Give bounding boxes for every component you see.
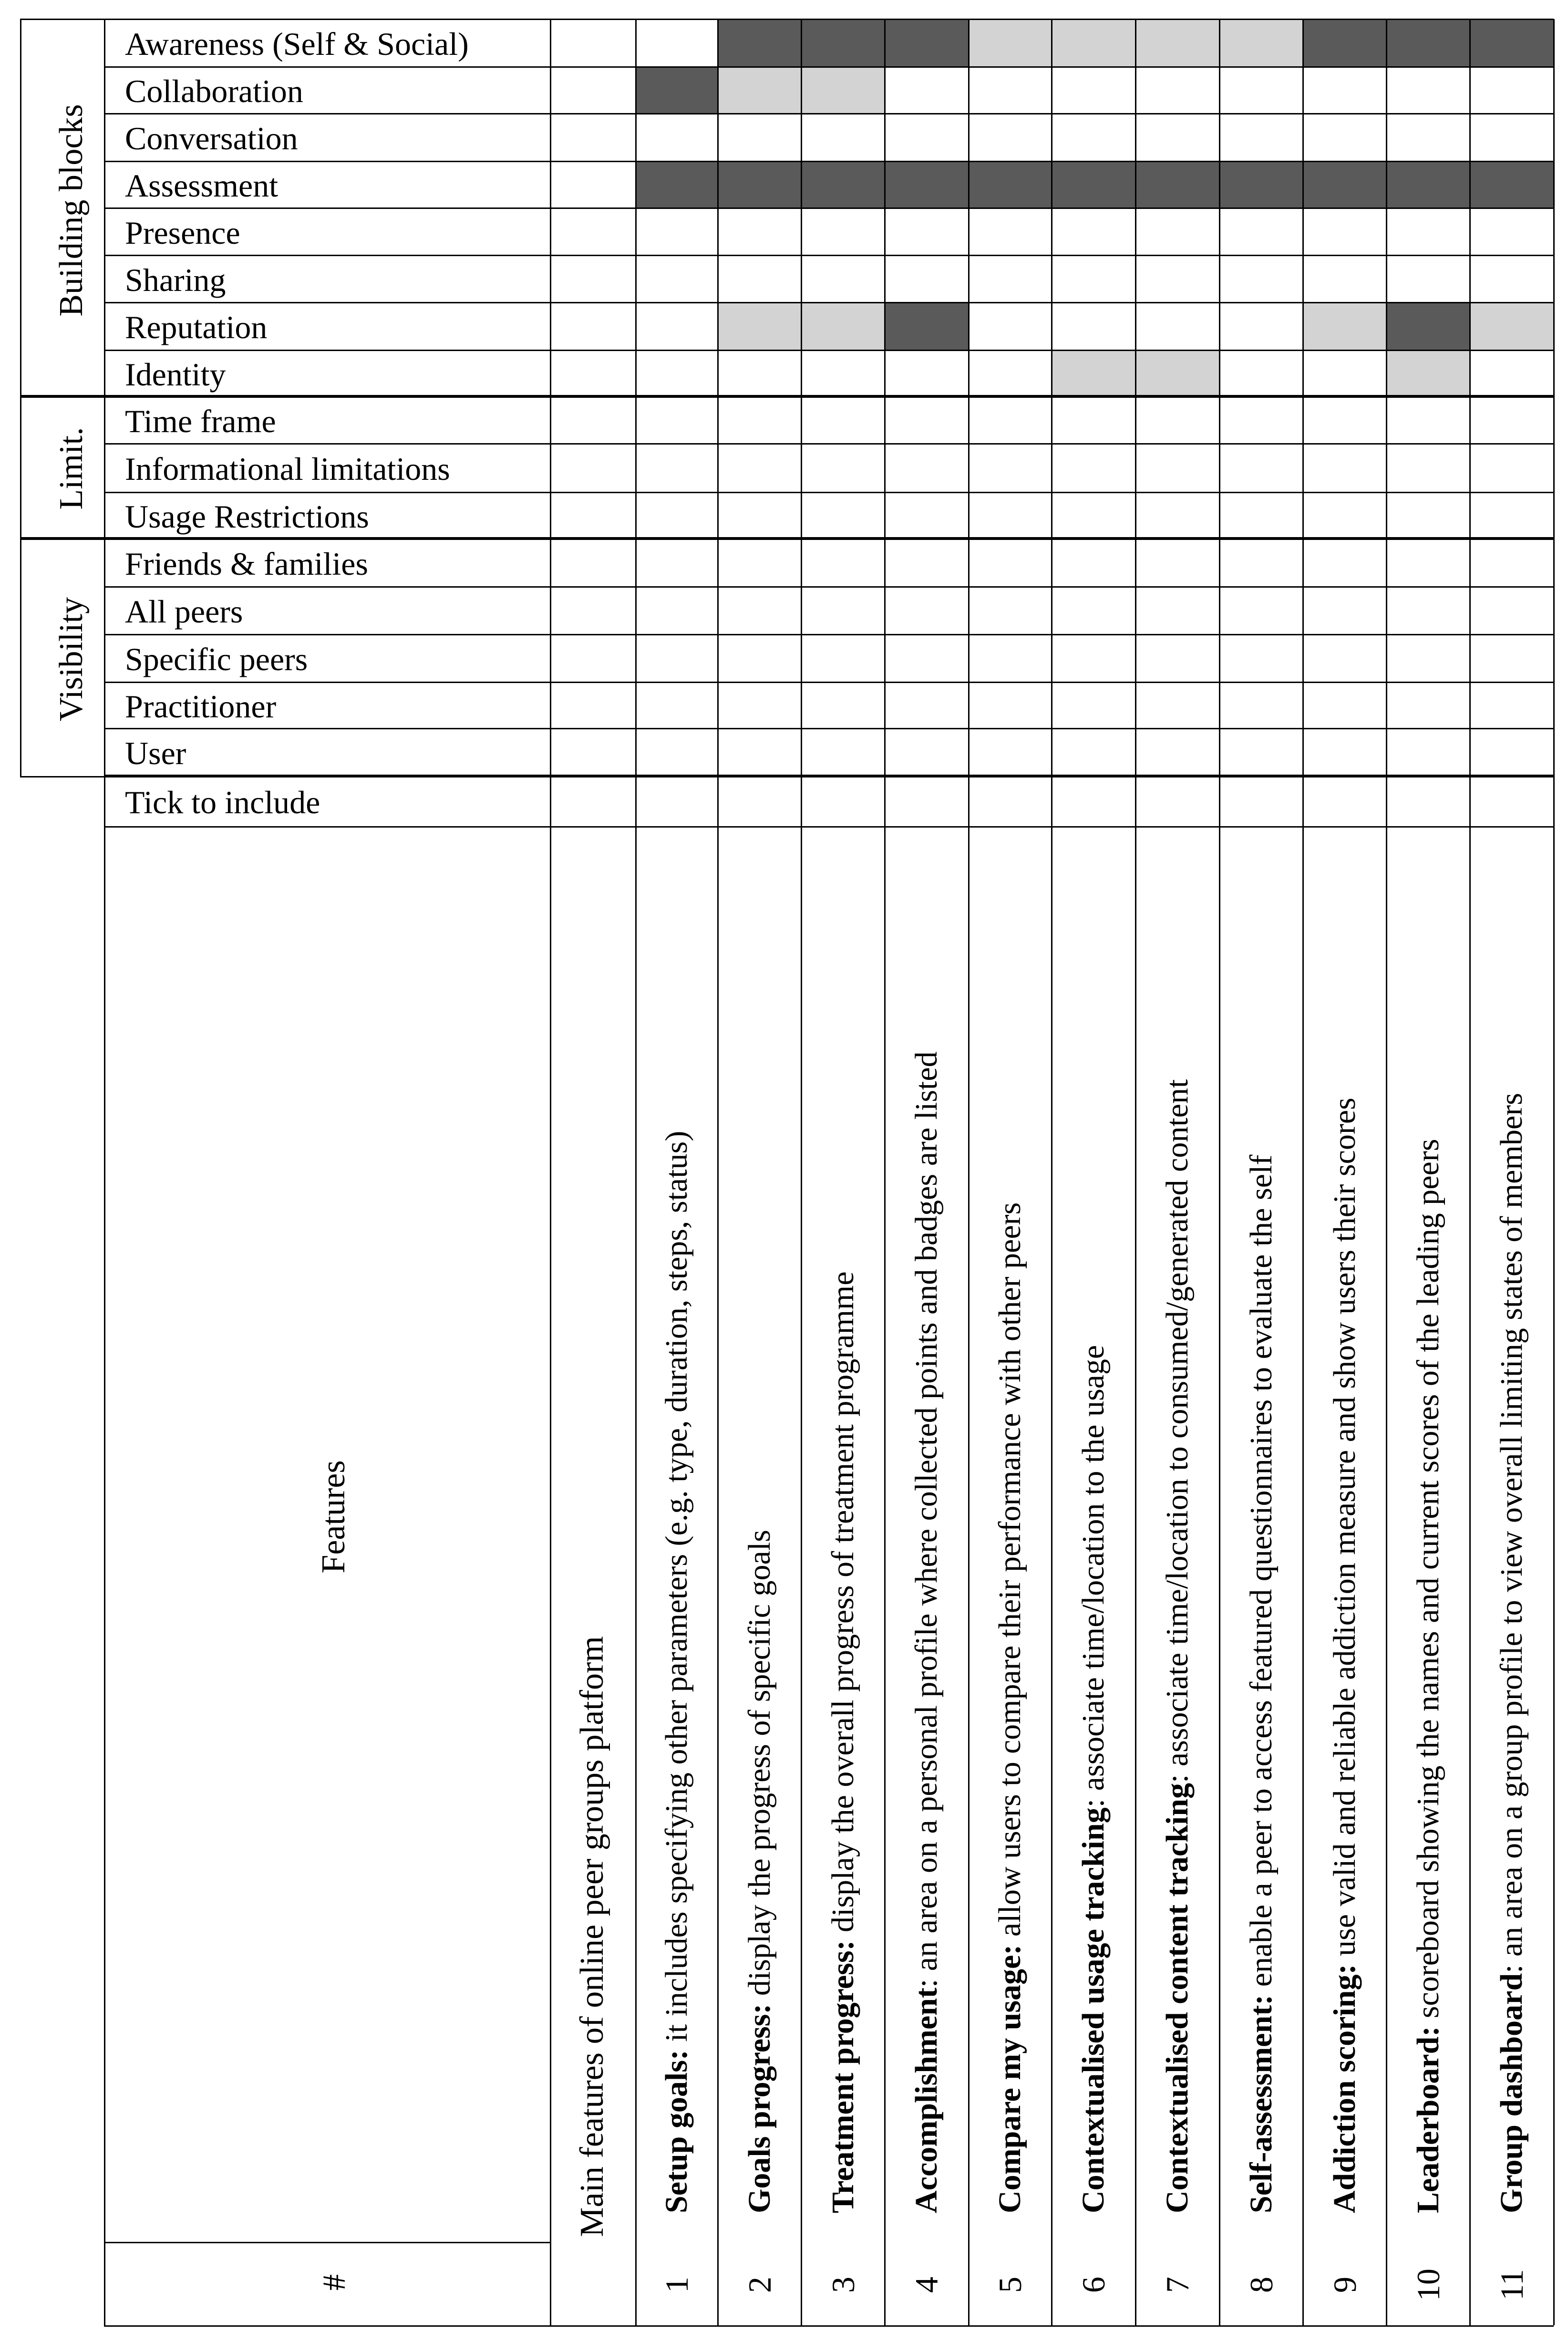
feature-text: : associate time/location to consumed/generated content bbox=[1160, 1079, 1195, 1783]
row-label: Identity bbox=[125, 356, 226, 393]
feature-number: 2 bbox=[741, 2277, 778, 2293]
feature-description bbox=[911, 1051, 942, 2213]
feature-number: 7 bbox=[1159, 2277, 1196, 2293]
shaded-cell bbox=[801, 67, 885, 114]
row-label: Time frame bbox=[125, 403, 276, 439]
shaded-cell bbox=[801, 19, 885, 67]
feature-number: 3 bbox=[825, 2277, 861, 2293]
grid-h-line bbox=[20, 395, 1554, 398]
feature-text: allow users to compare their performance with other peers bbox=[992, 1202, 1027, 1945]
shaded-cell bbox=[636, 67, 718, 114]
grid-h-line bbox=[104, 66, 1554, 68]
grid-h-line bbox=[104, 2325, 1554, 2327]
row-label: Sharing bbox=[125, 261, 226, 298]
feature-text: : associate time/location to the usage bbox=[1076, 1345, 1111, 1808]
shaded-cell bbox=[718, 302, 801, 350]
feature-text: use valid and reliable addiction measure and show users their scores bbox=[1327, 1098, 1362, 1964]
feature-number: 1 bbox=[659, 2277, 695, 2293]
group-label-building-blocks: Building blocks bbox=[53, 104, 90, 317]
grid-v-line bbox=[884, 19, 886, 2325]
grid-h-line bbox=[104, 826, 1554, 828]
feature-name: Contextualised usage tracking bbox=[1076, 1807, 1111, 2213]
feature-number: 11 bbox=[1494, 2269, 1530, 2301]
feature-number: 4 bbox=[908, 2277, 945, 2293]
shaded-cell bbox=[885, 302, 969, 350]
feature-name: Contextualised content tracking bbox=[1160, 1783, 1195, 2213]
feature-name: Group dashboard bbox=[1494, 1973, 1529, 2213]
feature-description bbox=[1243, 1154, 1279, 2213]
row-label: Informational limitations bbox=[125, 451, 450, 487]
feature-text: scoreboard showing the names and current scores of the leading peers bbox=[1410, 1139, 1445, 2026]
feature-text: enable a peer to access featured questionnaires to evaluate the self bbox=[1243, 1154, 1279, 1995]
shaded-cell bbox=[718, 19, 801, 67]
feature-description bbox=[994, 1202, 1026, 2213]
row-label: Collaboration bbox=[125, 73, 303, 109]
feature-text: display the progress of specific goals bbox=[742, 1530, 777, 2004]
shaded-cell bbox=[1303, 302, 1386, 350]
grid-h-line bbox=[104, 302, 1554, 303]
grid-v-line bbox=[1219, 19, 1220, 2325]
shaded-cell bbox=[1135, 350, 1219, 396]
grid-h-line bbox=[20, 19, 1554, 20]
shaded-cell bbox=[885, 19, 969, 67]
row-label: Reputation bbox=[125, 309, 268, 345]
shaded-cell bbox=[1219, 161, 1303, 208]
features-header: Features bbox=[315, 1460, 352, 1574]
feature-text: : an area on a group profile to view overall limiting states of members bbox=[1494, 1093, 1529, 1973]
grid-v-line bbox=[1302, 19, 1304, 2325]
feature-name: Compare my usage: bbox=[992, 1944, 1027, 2213]
shaded-cell bbox=[1470, 19, 1554, 67]
grid-v-line bbox=[801, 19, 802, 2325]
feature-name: Leaderboard: bbox=[1410, 2026, 1445, 2213]
grid-h-line bbox=[104, 255, 1554, 256]
grid-h-line bbox=[104, 443, 1554, 445]
feature-number: 5 bbox=[992, 2277, 1028, 2293]
grid-h-line bbox=[104, 350, 1554, 351]
grid-v-line bbox=[20, 19, 21, 776]
shaded-cell bbox=[1219, 19, 1303, 67]
shaded-cell bbox=[1052, 161, 1135, 208]
feature-number: 9 bbox=[1326, 2277, 1363, 2293]
row-label: Specific peers bbox=[125, 641, 308, 677]
grid-h-line bbox=[104, 492, 1554, 493]
shaded-cell bbox=[1470, 161, 1554, 208]
feature-description bbox=[661, 1131, 692, 2213]
shaded-cell bbox=[718, 67, 801, 114]
grid-v-line bbox=[717, 19, 719, 2325]
shaded-cell bbox=[1052, 350, 1135, 396]
main-features-header: Main features of online peer groups platform bbox=[574, 1636, 610, 2237]
feature-number: 8 bbox=[1243, 2277, 1279, 2293]
group-label-limitations: Limit. bbox=[53, 427, 90, 510]
row-label: Awareness (Self & Social) bbox=[125, 26, 469, 62]
grid-v-line bbox=[968, 19, 970, 2325]
feature-name: Addiction scoring: bbox=[1327, 1964, 1362, 2213]
number-header: # bbox=[316, 2274, 352, 2290]
grid-h-line bbox=[104, 728, 1554, 729]
grid-h-line bbox=[104, 634, 1554, 635]
shaded-cell bbox=[801, 161, 885, 208]
feature-description bbox=[744, 1530, 775, 2213]
shaded-cell bbox=[1303, 19, 1386, 67]
grid-v-line bbox=[1051, 19, 1052, 2325]
shaded-cell bbox=[718, 161, 801, 208]
row-label: Tick to include bbox=[125, 784, 320, 820]
feature-description bbox=[1329, 1098, 1361, 2213]
grid-h-line bbox=[20, 776, 104, 777]
row-label: Presence bbox=[125, 214, 240, 251]
shaded-cell bbox=[636, 161, 718, 208]
grid-v-line bbox=[550, 19, 551, 2325]
shaded-cell bbox=[1135, 19, 1219, 67]
grid-h-line bbox=[104, 586, 1554, 588]
feature-description bbox=[1410, 1139, 1445, 2213]
feature-description bbox=[827, 1271, 859, 2213]
shaded-cell bbox=[1303, 161, 1386, 208]
grid-h-line bbox=[104, 161, 1554, 162]
grid-h-line bbox=[20, 537, 1554, 540]
grid-v-line bbox=[104, 19, 105, 2325]
grid-h-line bbox=[104, 207, 1554, 209]
feature-name: Self-assessment: bbox=[1243, 1994, 1279, 2213]
shaded-cell bbox=[1052, 19, 1135, 67]
feature-number: 6 bbox=[1075, 2277, 1112, 2293]
group-label-visibility: Visibility bbox=[53, 597, 90, 722]
shaded-cell bbox=[969, 19, 1052, 67]
shaded-cell bbox=[885, 161, 969, 208]
feature-name: Accomplishment bbox=[909, 1988, 944, 2213]
feature-description bbox=[1078, 1345, 1109, 2213]
row-label: Friends & families bbox=[125, 545, 368, 582]
row-label: Conversation bbox=[125, 120, 298, 156]
feature-text: : an area on a personal profile where collected points and badges are listed bbox=[909, 1051, 944, 1988]
feature-text: it includes specifying other parameters (e.g. type, duration, steps, status) bbox=[659, 1130, 694, 2050]
row-label: Usage Restrictions bbox=[125, 498, 369, 535]
feature-name: Treatment progress: bbox=[825, 1940, 860, 2213]
shaded-cell bbox=[1470, 302, 1554, 350]
shaded-cell bbox=[1386, 350, 1470, 396]
shaded-cell bbox=[1386, 302, 1470, 350]
grid-h-line bbox=[104, 775, 1554, 777]
row-label: Practitioner bbox=[125, 688, 277, 725]
row-label: All peers bbox=[125, 593, 243, 630]
feature-text: display the overall progress of treatment programme bbox=[825, 1271, 860, 1940]
feature-number: 10 bbox=[1410, 2269, 1446, 2301]
grid-v-line bbox=[635, 19, 637, 2325]
row-label: Assessment bbox=[125, 167, 279, 204]
shaded-cell bbox=[1135, 161, 1219, 208]
feature-description bbox=[1162, 1079, 1193, 2213]
grid-v-line bbox=[1553, 19, 1555, 2325]
grid-h-line bbox=[104, 2242, 550, 2243]
feature-name: Goals progress: bbox=[742, 2003, 777, 2213]
shaded-cell bbox=[1386, 19, 1470, 67]
shaded-cell bbox=[969, 161, 1052, 208]
row-label: User bbox=[125, 735, 186, 771]
grid-v-line bbox=[1135, 19, 1136, 2325]
grid-v-line bbox=[1386, 19, 1387, 2325]
feature-name: Setup goals: bbox=[659, 2050, 694, 2213]
shaded-cell bbox=[801, 302, 885, 350]
feature-description bbox=[1496, 1093, 1527, 2213]
grid-v-line bbox=[1469, 19, 1471, 2325]
grid-h-line bbox=[104, 682, 1554, 683]
grid-h-line bbox=[104, 113, 1554, 114]
shaded-cell bbox=[1386, 161, 1470, 208]
